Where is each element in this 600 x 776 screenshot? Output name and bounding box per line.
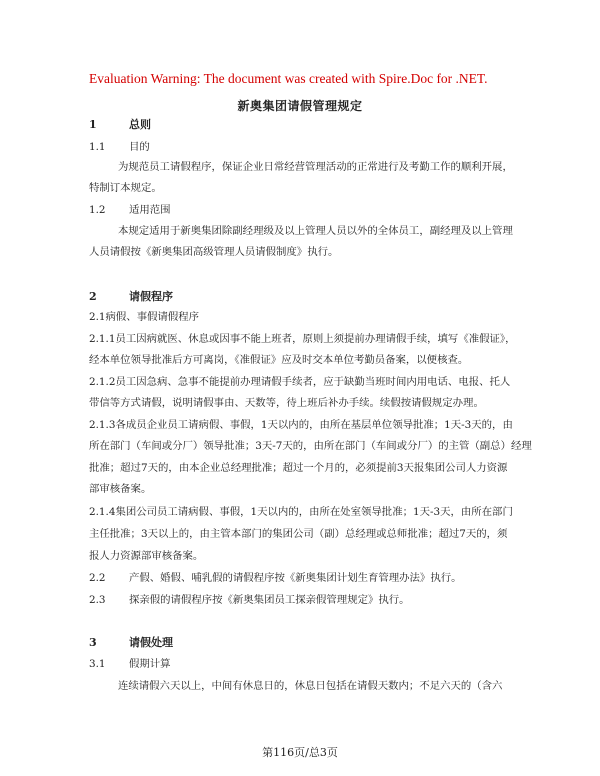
- paragraph-line: 批准；超过7天的，由本企业总经理批准；超过一个月的，必须提前3天报集团公司人力资源: [89, 462, 508, 474]
- paragraph-line: 带信等方式请假，说明请假事由、天数等，待上班后补办手续。续假按请假规定办理。: [89, 397, 484, 409]
- paragraph-line: 主任批准；3天以上的，由主管本部门的集团公司（副）总经理或总师批准；超过7天的，须: [89, 528, 508, 540]
- section-heading-1: 1 总则: [89, 118, 151, 131]
- paragraph-line: 为规范员工请假程序，保证企业日常经营管理活动的正常进行及考勤工作的顺利开展，: [118, 161, 513, 173]
- page-footer: 第116页/总3页: [262, 746, 338, 759]
- paragraph-line: 连续请假六天以上，中间有休息日的，休息日包括在请假天数内；不足六天的（含六: [118, 680, 503, 692]
- evaluation-warning: Evaluation Warning: The document was created with Spire.Doc for .NET.: [89, 71, 488, 86]
- subsection-heading-1-2: 1.2 适用范围: [89, 204, 171, 216]
- subsection-2-3: 2.3 探亲假的请假程序按《新奥集团员工探亲假管理规定》执行。: [89, 594, 410, 606]
- document-title: 新奥集团请假管理规定: [237, 99, 363, 113]
- paragraph-line: 2.1.1员工因病就医、休息或因事不能上班者，原则上须提前办理请假手续，填写《准假证》，: [89, 333, 516, 345]
- paragraph-line: 2.1.4集团公司员工请病假、事假，1天以内的，由所在处室领导批准；1天-3天，由所在部门: [89, 506, 513, 518]
- subsection-heading-1-1: 1.1 目的: [89, 141, 150, 153]
- paragraph-line: 2.1病假、事假请假程序: [89, 311, 200, 323]
- paragraph-line: 所在部门（车间或分厂）领导批准；3天-7天的，由所在部门（车间或分厂）的主管（副总）经理: [89, 440, 532, 452]
- paragraph-line: 本规定适用于新奥集团除副经理级及以上管理人员以外的全体员工，副经理及以上管理: [118, 225, 513, 237]
- paragraph-line: 人员请假按《新奥集团高级管理人员请假制度》执行。: [89, 246, 339, 258]
- subsection-heading-3-1: 3.1 假期计算: [89, 658, 171, 670]
- section-heading-2: 2 请假程序: [89, 290, 173, 303]
- paragraph-line: 2.1.2员工因急病、急事不能提前办理请假手续者，应于缺勤当班时间内用电话、电报、托人: [89, 376, 511, 388]
- paragraph-line: 报人力资源部审核备案。: [89, 550, 204, 562]
- paragraph-line: 特制订本规定。: [89, 182, 162, 194]
- paragraph-line: 经本单位领导批准后方可离岗，《准假证》应及时交本单位考勤员备案，以便核查。: [89, 354, 469, 366]
- subsection-2-2: 2.2 产假、婚假、哺乳假的请假程序按《新奥集团计划生育管理办法》执行。: [89, 572, 462, 584]
- paragraph-line: 2.1.3各成员企业员工请病假、事假，1天以内的，由所在基层单位领导批准；1天-3天的，由: [89, 419, 513, 431]
- paragraph-line: 部审核备案。: [89, 483, 152, 495]
- section-heading-3: 3 请假处理: [89, 636, 173, 649]
